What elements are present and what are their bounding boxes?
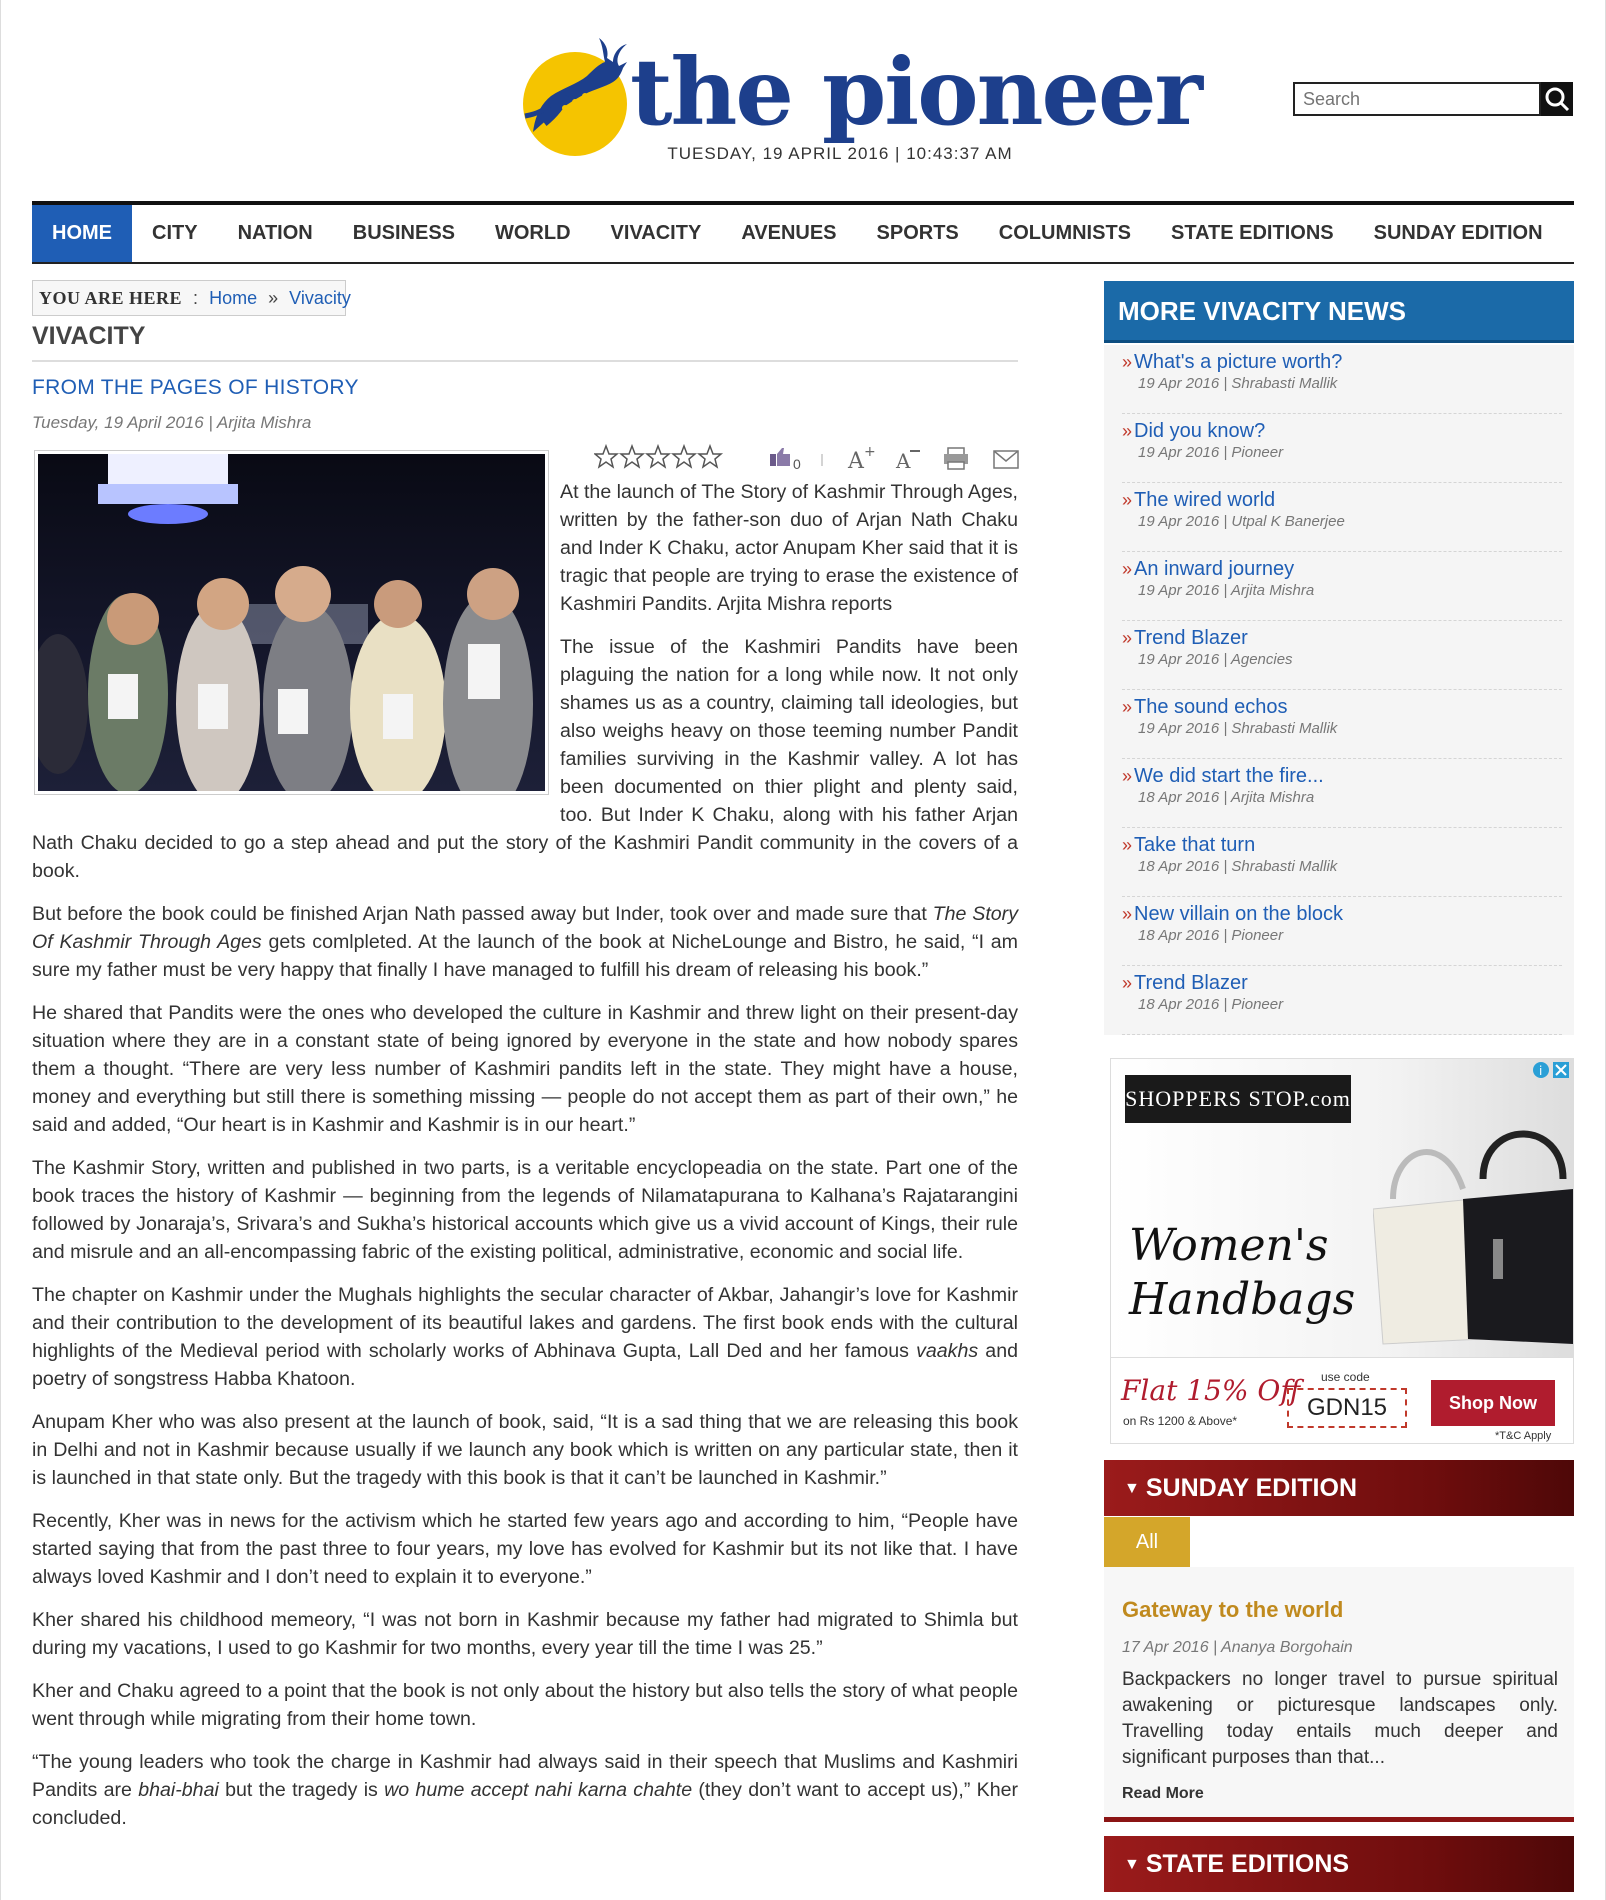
read-more-link[interactable]: Read More: [1122, 1785, 1204, 1802]
news-link[interactable]: [1122, 696, 1562, 719]
ad-brand-logo: SHOPPERS STOP.com: [1125, 1075, 1351, 1123]
search-box: [1293, 82, 1573, 116]
nav-item-nation[interactable]: NATION: [237, 222, 313, 244]
list-item[interactable]: [1122, 483, 1562, 552]
nav-item-avenues[interactable]: AVENUES: [741, 222, 837, 244]
logo-wordmark: the pioneer: [630, 38, 1202, 146]
news-link[interactable]: [1122, 627, 1562, 650]
star-icon[interactable]: [595, 446, 617, 467]
text-span: and poetry of songstress Habba Khatoon.: [32, 1340, 1018, 1390]
italic-term: bhai-bhai: [138, 1779, 219, 1801]
article-tools: [594, 442, 1019, 474]
ad-headline-line: Women's: [1129, 1220, 1329, 1271]
news-meta: 19 Apr 2016 | Shrabasti Mallik: [1138, 375, 1338, 392]
news-meta: 18 Apr 2016 | Arjita Mishra: [1138, 789, 1315, 806]
handbag-image-icon: [1373, 1089, 1573, 1349]
more-news-list: [1104, 345, 1574, 1035]
article-paragraph: [32, 900, 1018, 984]
breadcrumb: [32, 280, 351, 316]
state-editions-title: STATE EDITIONS: [1145, 1850, 1350, 1878]
breadcrumb-label: YOU ARE HERE: [39, 288, 183, 308]
news-meta: 19 Apr 2016 | Shrabasti Mallik: [1138, 720, 1338, 737]
news-title[interactable]: An inward journey: [1134, 558, 1295, 580]
sunday-edition-title: SUNDAY EDITION: [1145, 1474, 1358, 1502]
chevron-right-icon: »: [1122, 766, 1133, 786]
nav-item-sunday-edition[interactable]: SUNDAY EDITION: [1373, 222, 1543, 244]
nav-item-home[interactable]: HOME: [32, 205, 132, 262]
article-paragraph: Recently, Kher was in news for the activism which he started few years ago and according to him, “People have started saying that from the past three to four years, my love has evolved for Kashmir but its not like that. I have always loved Kashmir and I don’t need to explain it to everyone.”: [32, 1510, 1018, 1588]
news-title[interactable]: Take that turn: [1134, 834, 1256, 856]
search-button[interactable]: [1541, 82, 1573, 116]
list-item[interactable]: [1122, 621, 1562, 690]
ad-usecode-label: use code: [1321, 1370, 1370, 1384]
ad-headline: [1129, 1219, 1355, 1327]
ad-shop-now-button[interactable]: Shop Now: [1431, 1380, 1555, 1426]
deer-icon: [515, 32, 635, 152]
list-item[interactable]: [1122, 897, 1562, 966]
article-paragraph: [32, 1281, 1018, 1393]
section-divider: [32, 360, 1018, 362]
text-span: but the tragedy is: [218, 1779, 385, 1801]
text-span: But before the book could be finished Arjan Nath passed away but Inder, took over and made sure that: [32, 903, 933, 925]
list-item[interactable]: [1122, 414, 1562, 483]
article-paragraph: Kher and Chaku agreed to a point that the book is not only about the history but also tells the story of what people went through while migrating from their home town.: [32, 1680, 1018, 1730]
ad-banner-image[interactable]: [1111, 1059, 1573, 1357]
caret-down-icon: ▼: [1124, 1856, 1140, 1873]
sunday-story: [1104, 1567, 1574, 1821]
news-title[interactable]: The wired world: [1134, 489, 1276, 511]
nav-item-vivacity[interactable]: VIVACITY: [610, 222, 702, 244]
breadcrumb-home-link[interactable]: Home: [209, 288, 258, 308]
shoppers-stop-ad[interactable]: [1110, 1058, 1574, 1444]
news-link[interactable]: [1122, 351, 1562, 374]
news-link[interactable]: [1122, 834, 1562, 857]
chevron-right-icon: »: [1122, 628, 1133, 648]
ad-close-icon[interactable]: [1531, 1061, 1571, 1079]
text-span: The chapter on Kashmir under the Mughals highlights the secular character of Akbar, Jahangir’s love for Kashmir and their contribution to the development of its beautiful lakes and gardens. The first book ends with the cultural highlights of the Medieval period with scholarly works of Abhinava Gupta, Lall Ded and her famous: [32, 1284, 1018, 1362]
news-link[interactable]: [1122, 972, 1562, 995]
news-meta: 18 Apr 2016 | Pioneer: [1138, 927, 1284, 944]
list-item[interactable]: [1122, 552, 1562, 621]
text-span: (they don’t want to accept us),” Kher concluded.: [32, 1779, 1019, 1829]
search-icon: [1541, 82, 1573, 116]
ad-offer-sub: on Rs 1200 & Above*: [1123, 1414, 1238, 1428]
news-meta: 19 Apr 2016 | Pioneer: [1138, 444, 1284, 461]
news-title[interactable]: The sound echos: [1134, 696, 1288, 718]
article-lede: At the launch of The Story of Kashmir Through Ages, written by the father-son duo of Arjan Nath Chaku and Inder K Chaku, actor Anupam Kher said that it is tragic that people are trying to erase the existence of Kashmiri Pandits. Arjita Mishra reports: [560, 481, 1018, 615]
news-meta: 19 Apr 2016 | Agencies: [1138, 651, 1293, 668]
state-editions-header[interactable]: [1104, 1836, 1574, 1892]
chevron-right-icon: »: [1122, 904, 1133, 924]
ad-offer-strip[interactable]: [1111, 1357, 1573, 1443]
chevron-right-icon: »: [1122, 490, 1133, 510]
article-paragraph: The issue of the Kashmiri Pandits have been plaguing the nation for a long while now. It not only shames us as a country, claiming tall ideologies, but also weighs heavy on those teeming number Pandit families surviving in the Kashmir valley. A lot has been documented on thier plight and plenty said, too. But Inder K Chaku, along with his father Arjan Nath Chaku decided to go a step ahead and put the story of the Kashmiri Pandit community in the covers of a book.: [32, 636, 1018, 882]
nav-item-business[interactable]: BUSINESS: [352, 222, 455, 244]
svg-text:A: A: [848, 449, 864, 474]
article-byline: Tuesday, 19 April 2016 | Arjita Mishra: [32, 413, 312, 432]
tab-all[interactable]: All: [1104, 1517, 1190, 1567]
star-icon[interactable]: [621, 446, 643, 467]
chevron-right-icon: »: [1122, 697, 1133, 717]
font-increase-icon[interactable]: [847, 444, 876, 474]
breadcrumb-colon: :: [193, 288, 199, 308]
sunday-story-excerpt: Backpackers no longer travel to pursue spiritual awakening or picturesque landscapes only. Travelling today entails much deeper and significant purposes than that...: [1122, 1669, 1558, 1768]
news-link[interactable]: [1122, 903, 1562, 926]
nav-item-world[interactable]: WORLD: [495, 222, 571, 244]
news-title[interactable]: Trend Blazer: [1134, 627, 1248, 649]
list-item[interactable]: [1122, 759, 1562, 828]
list-item[interactable]: [1122, 345, 1562, 414]
more-vivacity-header: MORE VIVACITY NEWS: [1104, 281, 1574, 343]
news-link[interactable]: [1122, 558, 1562, 581]
thumbs-up-icon[interactable]: [770, 448, 790, 466]
news-link[interactable]: [1122, 420, 1562, 443]
tools-bar: [594, 442, 1019, 474]
pioneer-logo[interactable]: [515, 32, 1202, 147]
like-count: 0: [793, 456, 801, 472]
sunday-divider: [1104, 1817, 1574, 1822]
nav-item-sports[interactable]: SPORTS: [876, 222, 959, 244]
ad-headline-line: Handbags: [1129, 1274, 1356, 1325]
section-title: VIVACITY: [32, 322, 146, 350]
caret-down-icon: ▼: [1124, 1480, 1140, 1497]
star-icon[interactable]: [673, 446, 695, 467]
font-decrease-icon[interactable]: [895, 449, 920, 473]
email-icon[interactable]: [994, 451, 1018, 468]
print-icon[interactable]: [944, 448, 968, 469]
news-title[interactable]: What's a picture worth?: [1134, 351, 1343, 373]
chevron-right-icon: »: [1122, 973, 1133, 993]
news-title[interactable]: Did you know?: [1134, 420, 1266, 442]
ad-terms: *T&C Apply: [1495, 1430, 1552, 1442]
svg-text:A: A: [896, 449, 911, 473]
news-title[interactable]: We did start the fire...: [1134, 765, 1324, 787]
italic-term: wo hume accept nahi karna chahte: [384, 1779, 693, 1801]
photo-spacer: [32, 478, 560, 810]
breadcrumb-current-link[interactable]: Vivacity: [289, 288, 351, 308]
book-title-italic: The Story Of Kashmir Through Ages: [32, 903, 1018, 953]
ad-offer: Flat 15% Off: [1121, 1374, 1301, 1407]
breadcrumb-separator-icon: »: [268, 288, 279, 308]
news-link[interactable]: [1122, 489, 1562, 512]
star-icon[interactable]: [699, 446, 721, 467]
article-paragraph: He shared that Pandits were the ones who developed the culture in Kashmir and threw light on their present-day situation where they are in a constant state of being ignored by everyone in the state and how nobody spares them a thought. “There are very less number of Kashmiri pandits left in the state. They might have a house, money and everything but still there is something missing — people do not accept them as part of their own,” he said and added, “Our heart is in Kashmir and Kashmir is in our heart.”: [32, 1002, 1018, 1136]
list-item[interactable]: [1122, 828, 1562, 897]
news-title[interactable]: New villain on the block: [1134, 903, 1344, 925]
news-link[interactable]: [1122, 765, 1562, 788]
sunday-edition-header[interactable]: [1104, 1460, 1574, 1516]
article-paragraph: The Kashmir Story, written and published in two parts, is a veritable encyclopeadia on the state. Part one of the book traces the history of Kashmir — beginning from the legends of Nilamatapurana to Kalhana’s Rajatarangini followed by Jonaraja’s, Srivara’s and Sukha’s historical accounts which give us a vivid account of Kings, their rule and misrule and an all-encompassing fabric of the existing political, administrative, economic and social life.: [32, 1157, 1018, 1263]
star-icon[interactable]: [647, 446, 669, 467]
nav-item-columnists[interactable]: COLUMNISTS: [998, 222, 1131, 244]
star-rating[interactable]: [595, 446, 721, 467]
news-meta: 18 Apr 2016 | Shrabasti Mallik: [1138, 858, 1338, 875]
sunday-story-title[interactable]: Gateway to the world: [1122, 1597, 1344, 1622]
text-span: gets comlpleted. At the launch of the book at NicheLounge and Bistro, he said, “I am sure my father must be very happy that finally I have managed to fulfill his dream of releasing his book.”: [32, 931, 1018, 981]
text-span: “The young leaders who took the charge in Kashmir had always said in their speech that Muslims and Kashmiri Pandits are: [32, 1751, 1018, 1801]
chevron-right-icon: »: [1122, 421, 1133, 441]
article-body: [32, 478, 1018, 1847]
ad-coupon-code: GDN15: [1287, 1388, 1407, 1428]
sunday-story-meta: 17 Apr 2016 | Ananya Borgohain: [1122, 1639, 1353, 1656]
news-meta: 18 Apr 2016 | Pioneer: [1138, 996, 1284, 1013]
article-paragraph: Anupam Kher who was also present at the launch of book, said, “It is a sad thing that we are releasing this book in Delhi and not in Kashmir because usually if we launch any book which is written on any particular state, then it is launched in that state only. But the tragedy with this book is that it can’t be launched in Kashmir.”: [32, 1411, 1018, 1489]
list-item[interactable]: [1122, 690, 1562, 759]
svg-text:+: +: [864, 444, 876, 460]
news-meta: 19 Apr 2016 | Utpal K Banerjee: [1138, 513, 1345, 530]
svg-text:i: i: [1539, 1064, 1543, 1078]
nav-item-state-editions[interactable]: STATE EDITIONS: [1171, 222, 1334, 244]
list-item[interactable]: [1122, 966, 1562, 1035]
article-paragraph: Kher shared his childhood memeory, “I was not born in Kashmir because my father had migrated to Shimla but during my vacations, I used to go Kashmir for two months, every year till the time I was 25.”: [32, 1609, 1018, 1659]
italic-term: vaakhs: [916, 1340, 979, 1362]
article-title: FROM THE PAGES OF HISTORY: [32, 376, 359, 399]
chevron-right-icon: »: [1122, 835, 1133, 855]
nav-item-city[interactable]: CITY: [152, 222, 198, 244]
search-input[interactable]: [1293, 82, 1541, 116]
article-paragraph: [32, 1748, 1018, 1832]
chevron-right-icon: »: [1122, 352, 1133, 372]
chevron-right-icon: »: [1122, 559, 1133, 579]
main-nav: [32, 201, 1574, 264]
news-meta: 19 Apr 2016 | Arjita Mishra: [1138, 582, 1315, 599]
news-title[interactable]: Trend Blazer: [1134, 972, 1248, 994]
date-time: TUESDAY, 19 APRIL 2016 | 10:43:37 AM: [667, 144, 1013, 163]
